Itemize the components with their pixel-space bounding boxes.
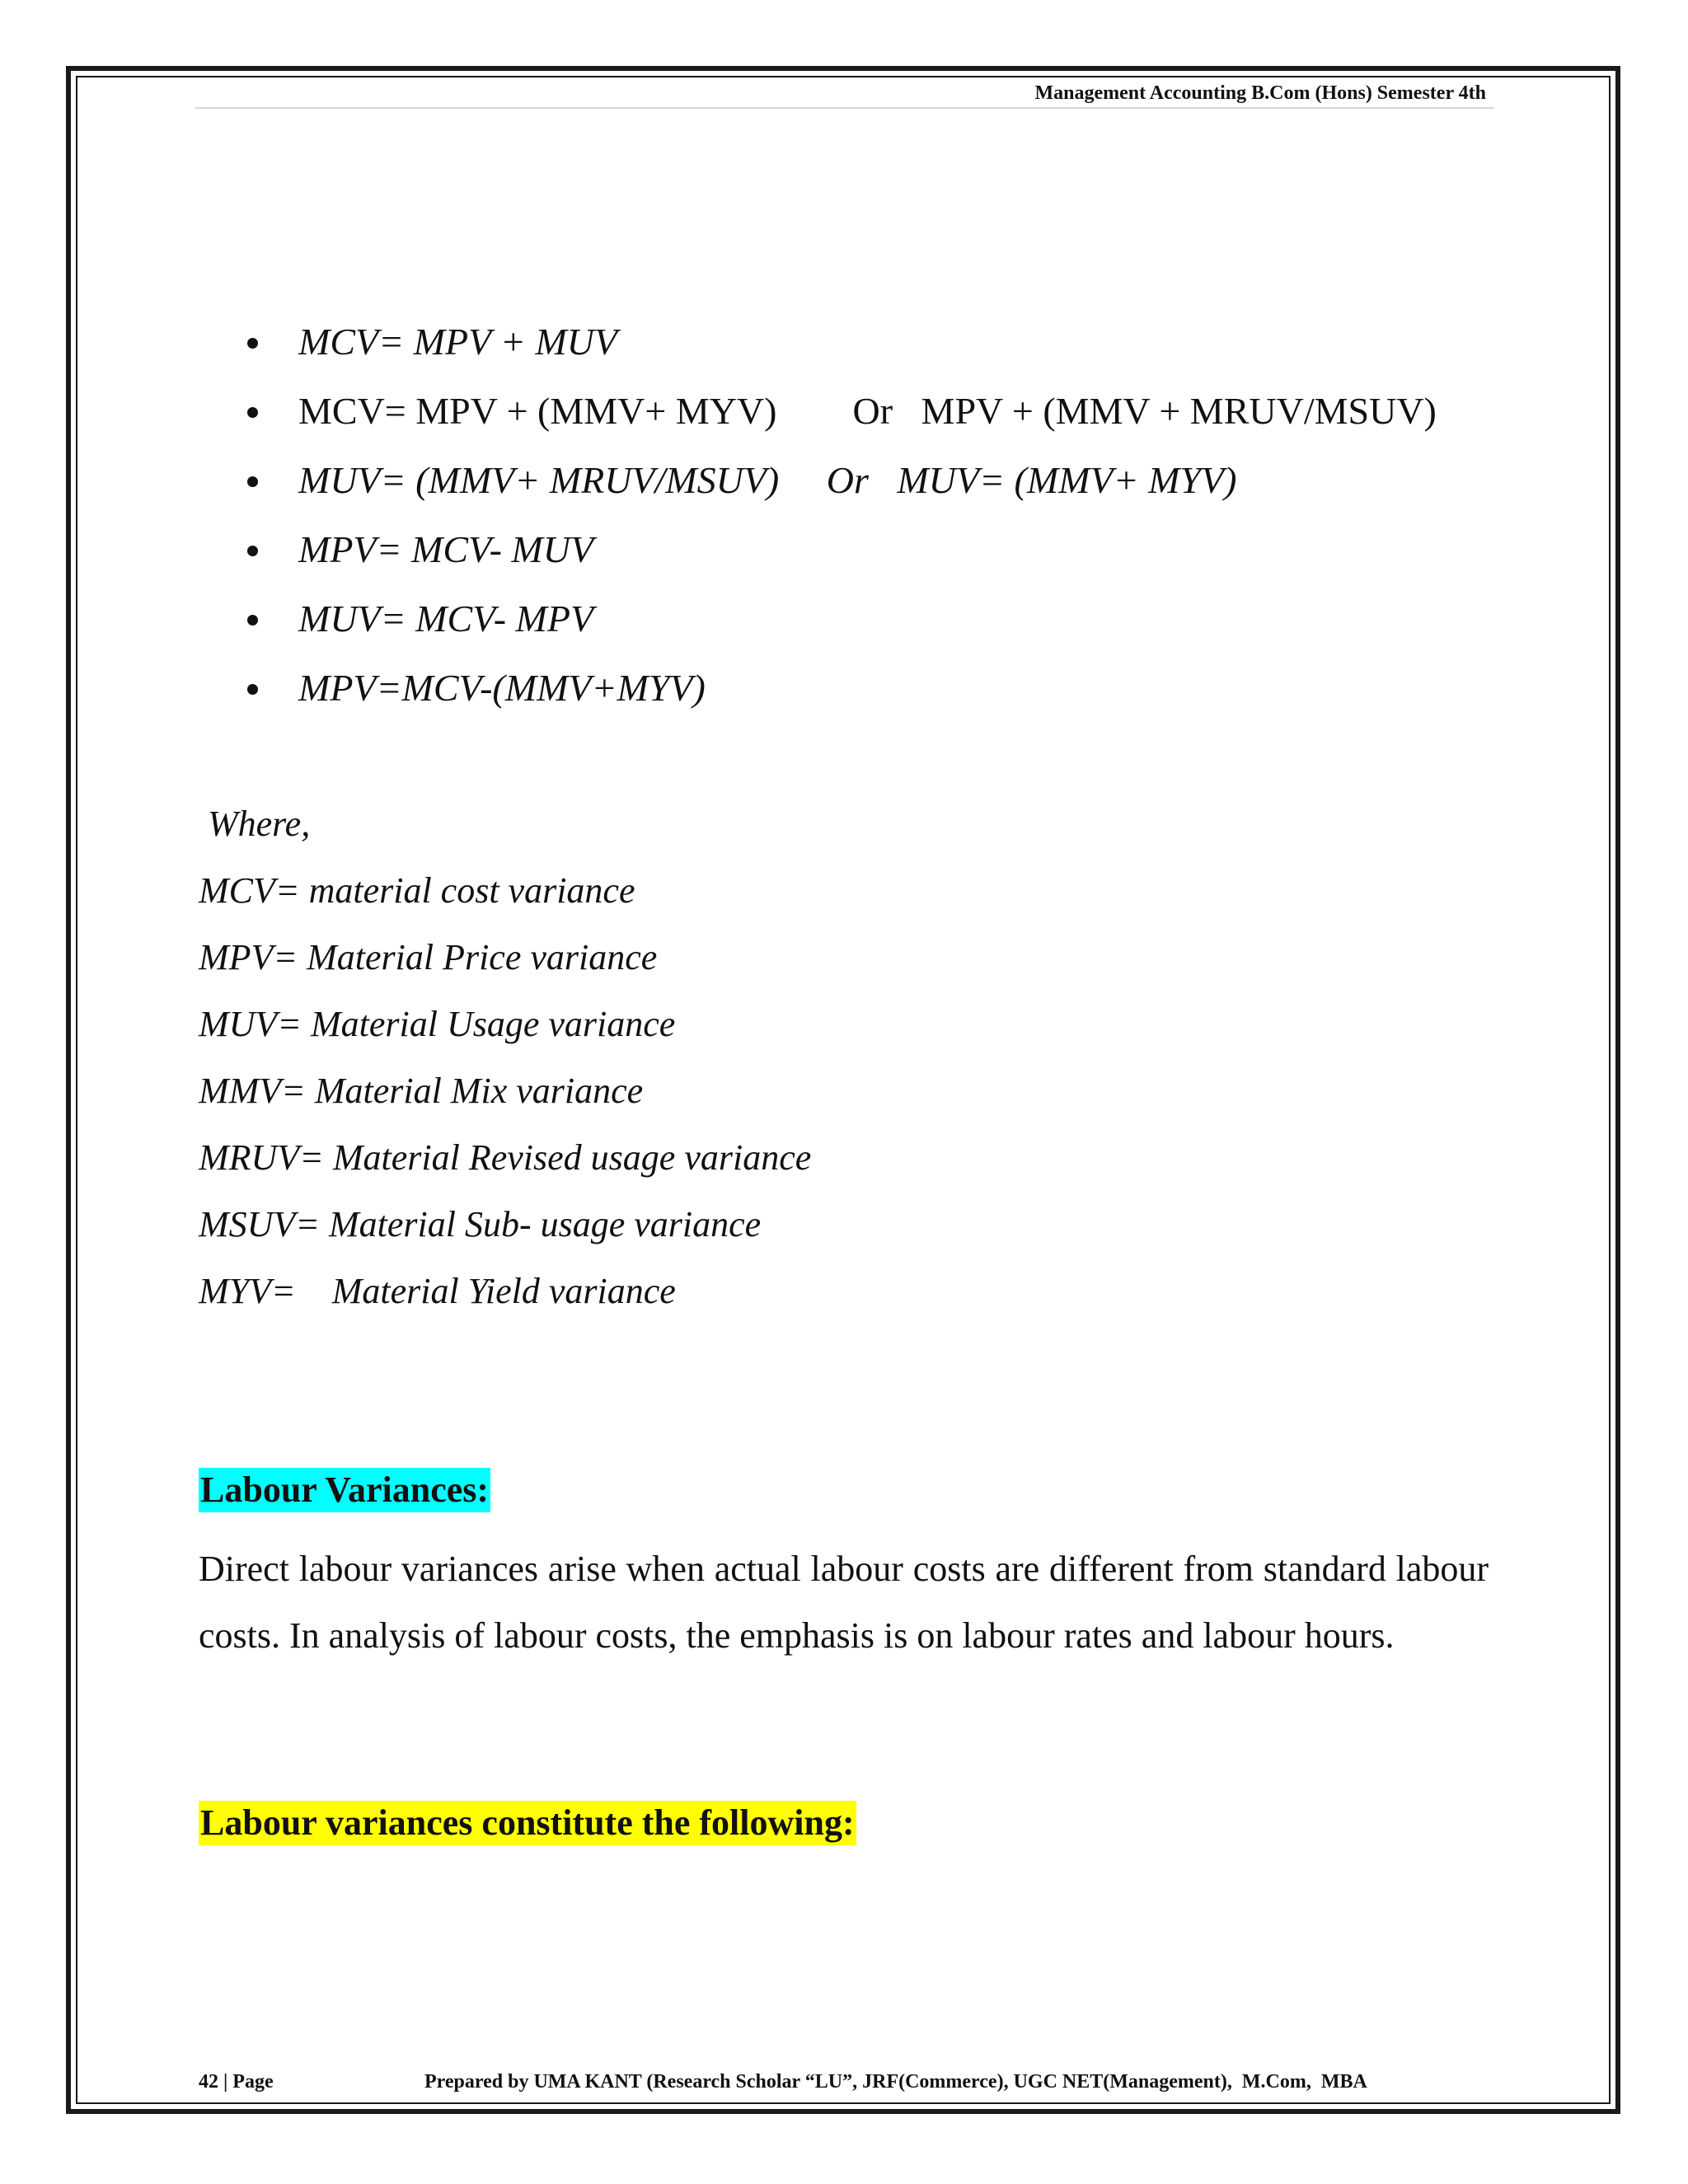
formula-item bbox=[247, 320, 618, 389]
definition-list bbox=[199, 869, 811, 1336]
footer-credit: Prepared by UMA KANT (Research Scholar “LU”, JRF(Commerce), UGC NET(Management), M.Com, MBA bbox=[424, 2071, 1367, 2093]
formula-item bbox=[247, 666, 706, 735]
formula-text: MPV= MCV- MUV bbox=[298, 528, 594, 570]
formula-item bbox=[247, 458, 1237, 527]
formula-list bbox=[247, 320, 1437, 735]
bullet-icon bbox=[247, 546, 258, 556]
formula-text: MCV= MPV + (MMV+ MYV) Or MPV + (MMV + MRUV/MSUV) bbox=[298, 390, 1437, 432]
definition-item: MRUV= Material Revised usage variance bbox=[199, 1137, 812, 1178]
formula-text: MUV= (MMV+ MRUV/MSUV) Or MUV= (MMV+ MYV) bbox=[298, 459, 1237, 501]
formula-text: MUV= MCV- MPV bbox=[298, 598, 594, 640]
labour-variances-paragraph: Direct labour variances arise when actual labour costs are different from standard labour costs. In analysis of labour costs, the emphasis is on labour rates and labour hours. bbox=[199, 1549, 1489, 1656]
header-divider bbox=[195, 107, 1494, 109]
definition-item: MSUV= Material Sub- usage variance bbox=[199, 1204, 762, 1244]
formula-item bbox=[247, 527, 594, 597]
definition-item: MYV= Material Yield variance bbox=[199, 1271, 676, 1311]
footer-page-number: 42 | Page bbox=[199, 2071, 274, 2093]
bullet-icon bbox=[247, 476, 258, 487]
definition-item: MPV= Material Price variance bbox=[199, 937, 658, 977]
formula-item bbox=[247, 389, 1437, 458]
bullet-icon bbox=[247, 684, 258, 695]
bullet-icon bbox=[247, 407, 258, 418]
labour-variances-heading: Labour Variances: bbox=[199, 1468, 490, 1512]
bullet-icon bbox=[247, 338, 258, 349]
where-label: Where, bbox=[208, 804, 311, 844]
formula-text: MPV=MCV-(MMV+MYV) bbox=[298, 667, 706, 709]
bullet-icon bbox=[247, 615, 258, 626]
formula-text: MCV= MPV + MUV bbox=[298, 321, 618, 363]
definition-item: MUV= Material Usage variance bbox=[199, 1004, 676, 1044]
definition-item: MMV= Material Mix variance bbox=[199, 1071, 644, 1111]
page-header-title: Management Accounting B.Com (Hons) Semester 4th bbox=[1034, 82, 1486, 104]
labour-variances-subheading: Labour variances constitute the following: bbox=[199, 1801, 856, 1845]
formula-item bbox=[247, 597, 594, 666]
definition-item: MCV= material cost variance bbox=[199, 870, 635, 911]
